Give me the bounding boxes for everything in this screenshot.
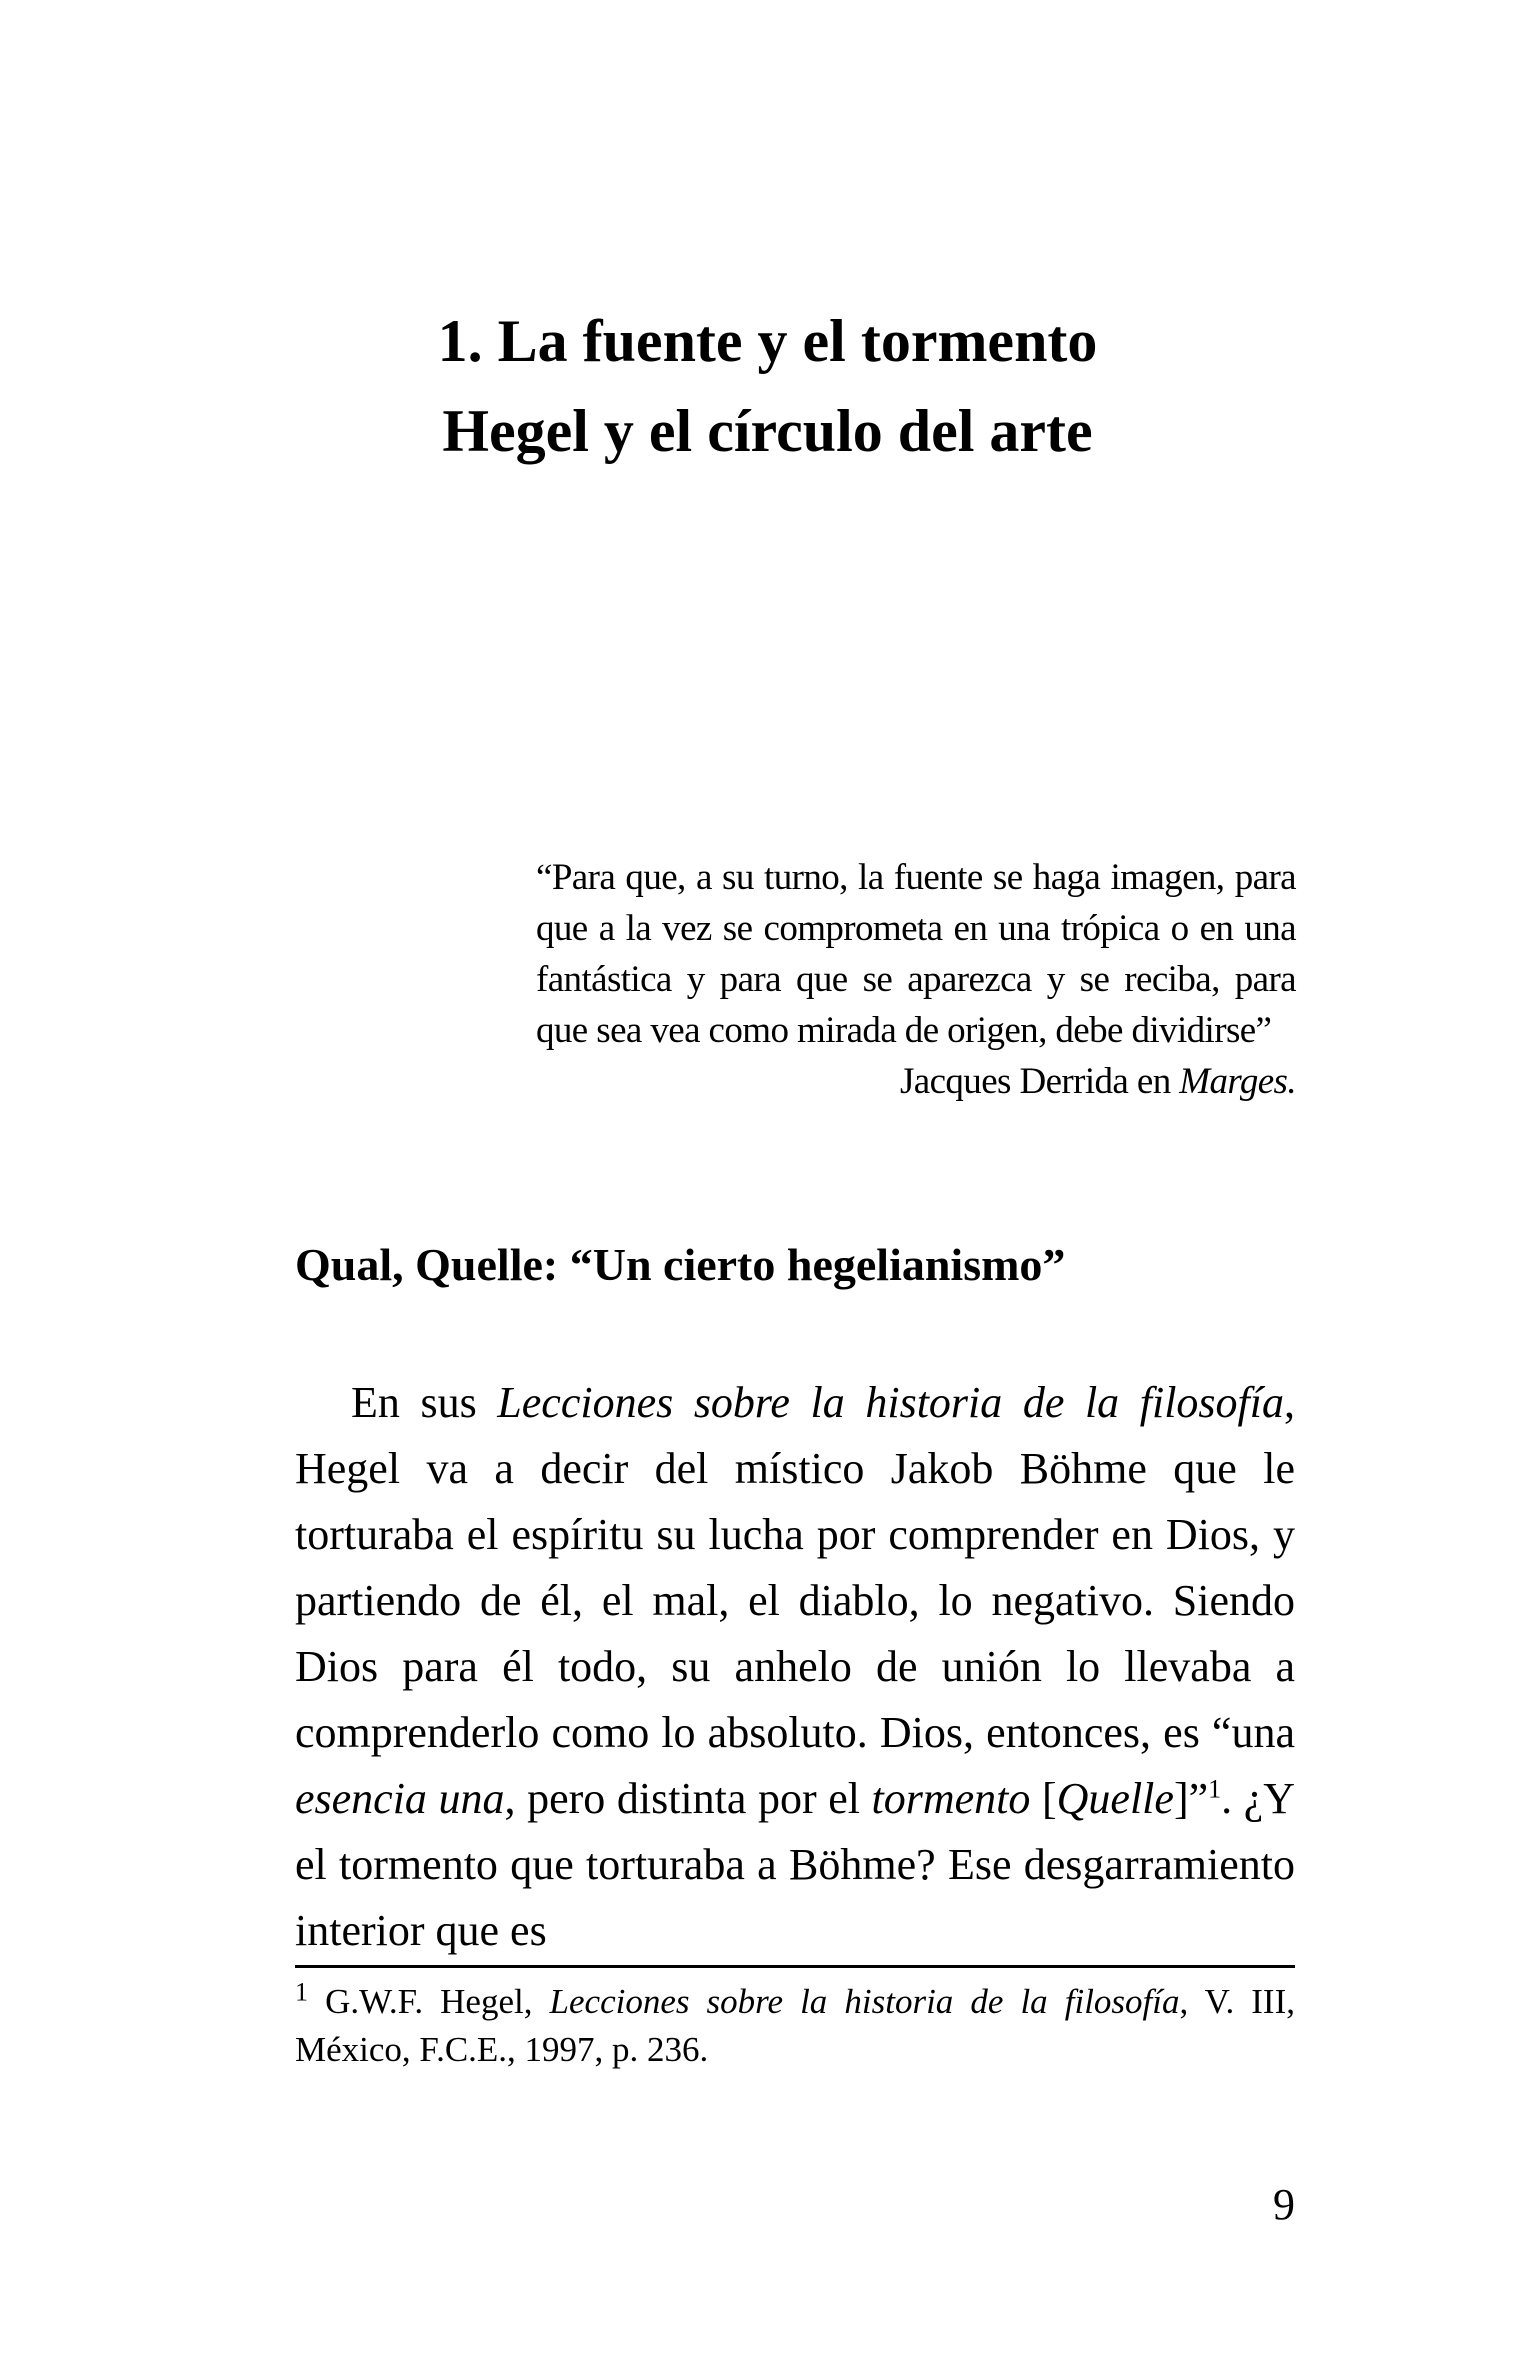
emphasis-text: Quelle xyxy=(1056,1774,1174,1823)
epigraph xyxy=(536,852,1296,1107)
body-text-run: , Hegel va a decir del místico Jakob Böhme que le torturaba el espíritu su lucha por comprender en Dios, y partiendo de él, el mal, el diablo, lo negativo. Siendo Dios para él todo, su anhelo de unión lo llevaba a comprenderlo como lo absoluto. Dios, entonces, es “una xyxy=(295,1378,1295,1757)
footnote-marker: 1 xyxy=(295,1977,308,2007)
footnote-divider xyxy=(295,1965,1295,1968)
chapter-title-line-2: Hegel y el círculo del arte xyxy=(442,398,1093,464)
footnote-reference[interactable]: 1 xyxy=(1208,1774,1222,1804)
epigraph-quote: “Para que, a su turno, la fuente se haga imagen, para que a la vez se comprometa en una trópica o en una fantástica y para que se aparezca y se reciba, para que sea vea como mirada de origen, debe dividirse” xyxy=(536,857,1296,1051)
epigraph-source: Marges. xyxy=(1179,1061,1296,1102)
body-text-run: [ xyxy=(1030,1774,1057,1823)
footnote-text: , V. III, México, F.C.E., 1997, p. 236. xyxy=(295,1982,1295,2069)
body-text-run: . ¿Y el tormento que torturaba a Böhme? Ese desgarramiento interior que es xyxy=(295,1774,1296,1955)
footnote-text: G.W.F. Hegel, xyxy=(308,1982,550,2021)
book-title: Lecciones sobre la historia de la filosofía xyxy=(497,1378,1284,1427)
footnote-book-title: Lecciones sobre la historia de la filosofía xyxy=(549,1982,1180,2021)
section-heading: Qual, Quelle: “Un cierto hegelianismo” xyxy=(295,1239,1066,1290)
page-number: 9 xyxy=(1273,2180,1295,2229)
footnote xyxy=(295,1978,1295,2074)
chapter-title xyxy=(0,296,1535,476)
body-text-run: ]” xyxy=(1173,1774,1209,1823)
emphasis-text: tormento xyxy=(871,1774,1031,1823)
chapter-title-line-1: 1. La fuente y el tormento xyxy=(437,308,1098,374)
body-paragraph xyxy=(295,1370,1295,1964)
emphasis-text: esencia una xyxy=(295,1774,505,1823)
body-text-run: En sus xyxy=(351,1378,498,1427)
epigraph-attribution xyxy=(536,1056,1296,1107)
epigraph-author: Jacques Derrida en xyxy=(899,1061,1180,1102)
body-text-run: , pero distinta por el xyxy=(504,1774,872,1823)
